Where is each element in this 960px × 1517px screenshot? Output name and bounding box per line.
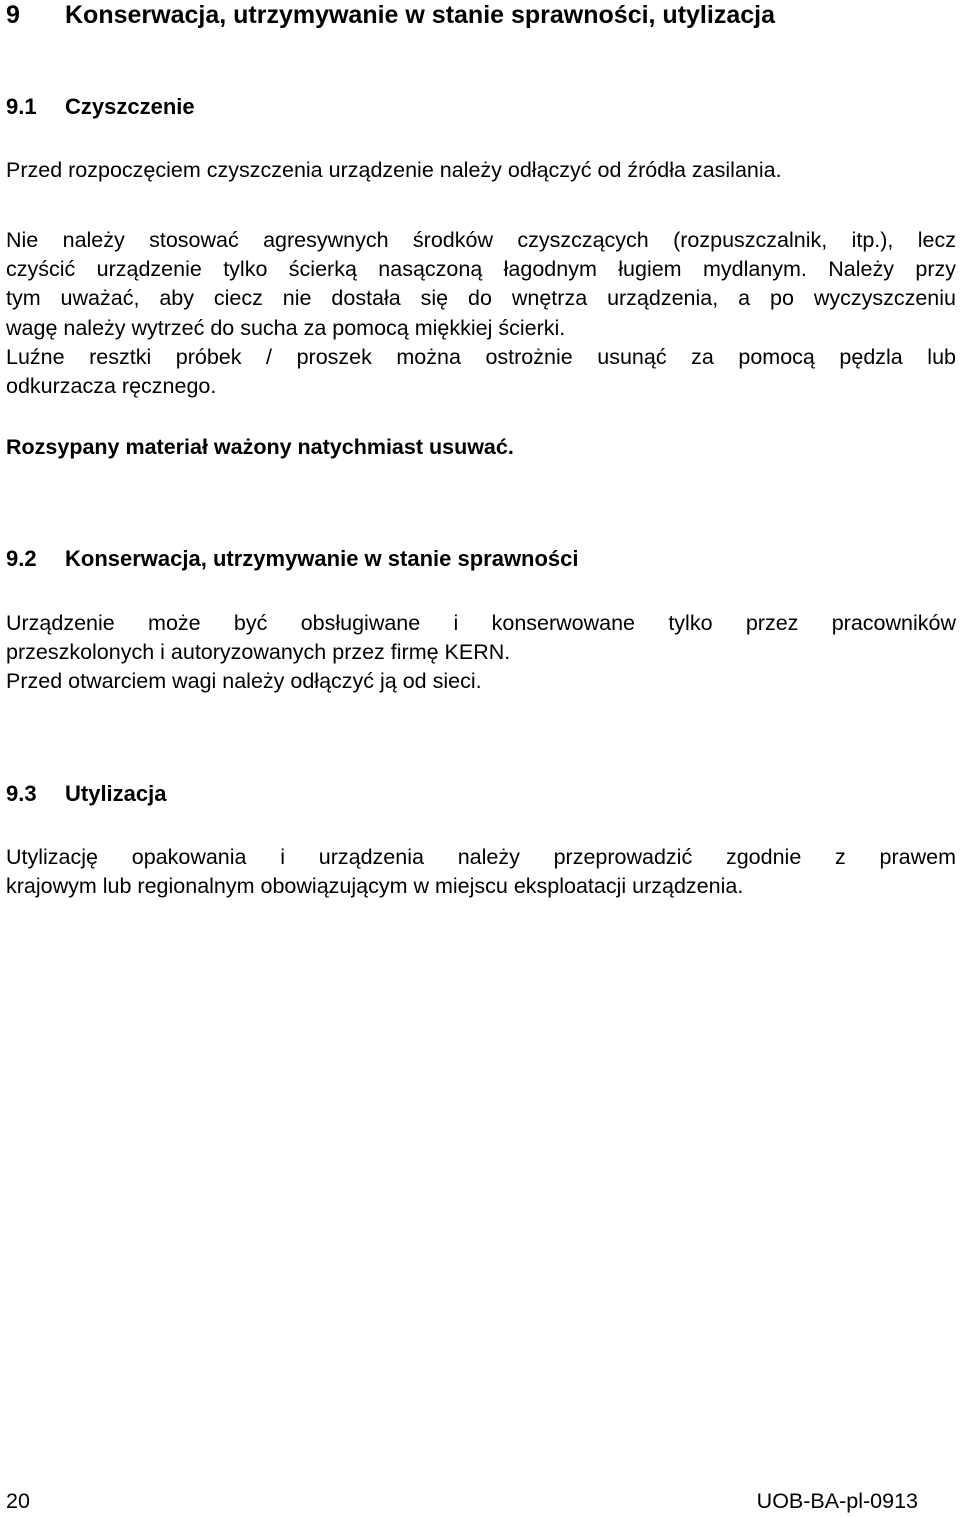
text-line: Urządzenie może być obsługiwane i konserwowane tylko przez pracowników xyxy=(6,611,956,635)
text-line: odkurzacza ręcznego. xyxy=(6,374,217,399)
section-heading-9-3 xyxy=(6,780,167,808)
text-line: tym uważać, aby ciecz nie dostała się do wnętrza urządzenia, a po wyczyszczeniu xyxy=(6,286,956,311)
chapter-title: Konserwacja, utrzymywanie w stanie sprawności, utylizacja xyxy=(65,1,775,29)
text-line: Utylizację opakowania i urządzenia należy przeprowadzić zgodnie z prawem xyxy=(6,845,956,869)
text-line: czyścić urządzenie tylko ścierką nasączoną łagodnym ługiem mydlanym. Należy przy xyxy=(6,257,956,282)
document-code: UOB-BA-pl-0913 xyxy=(756,1489,918,1513)
text-line: krajowym lub regionalnym obowiązującym w miejscu eksploatacji urządzenia. xyxy=(6,874,744,899)
section-number: 9.3 xyxy=(6,781,37,806)
paragraph-disposal xyxy=(6,843,956,901)
text-line: Luźne resztki próbek / proszek można ostrożnie usunąć za pomocą pędzla lub xyxy=(6,344,956,369)
paragraph-cleaning-instructions xyxy=(6,226,956,401)
section-title: Utylizacja xyxy=(65,781,167,806)
chapter-heading xyxy=(6,0,775,30)
warning-text: Rozsypany materiał ważony natychmiast usuwać. xyxy=(6,435,514,459)
text-line: wagę należy wytrzeć do sucha za pomocą miękkiej ścierki. xyxy=(6,315,566,340)
section-title: Czyszczenie xyxy=(65,94,195,119)
chapter-number: 9 xyxy=(6,1,20,29)
text-line: przeszkolonych i autoryzowanych przez firmę KERN. xyxy=(6,640,511,665)
paragraph-maintenance xyxy=(6,609,956,697)
text-line: Nie należy stosować agresywnych środków czyszczących (rozpuszczalnik, itp.), lecz xyxy=(6,228,956,252)
text-line: Przed otwarciem wagi należy odłączyć ją od sieci. xyxy=(6,669,482,694)
section-number: 9.2 xyxy=(6,546,37,571)
section-heading-9-2 xyxy=(6,545,579,573)
page-number: 20 xyxy=(6,1489,30,1513)
section-title: Konserwacja, utrzymywanie w stanie sprawności xyxy=(65,546,579,571)
section-number: 9.1 xyxy=(6,94,37,119)
paragraph-disconnect-power: Przed rozpoczęciem czyszczenia urządzenie należy odłączyć od źródła zasilania. xyxy=(6,158,782,182)
section-heading-9-1 xyxy=(6,93,195,121)
